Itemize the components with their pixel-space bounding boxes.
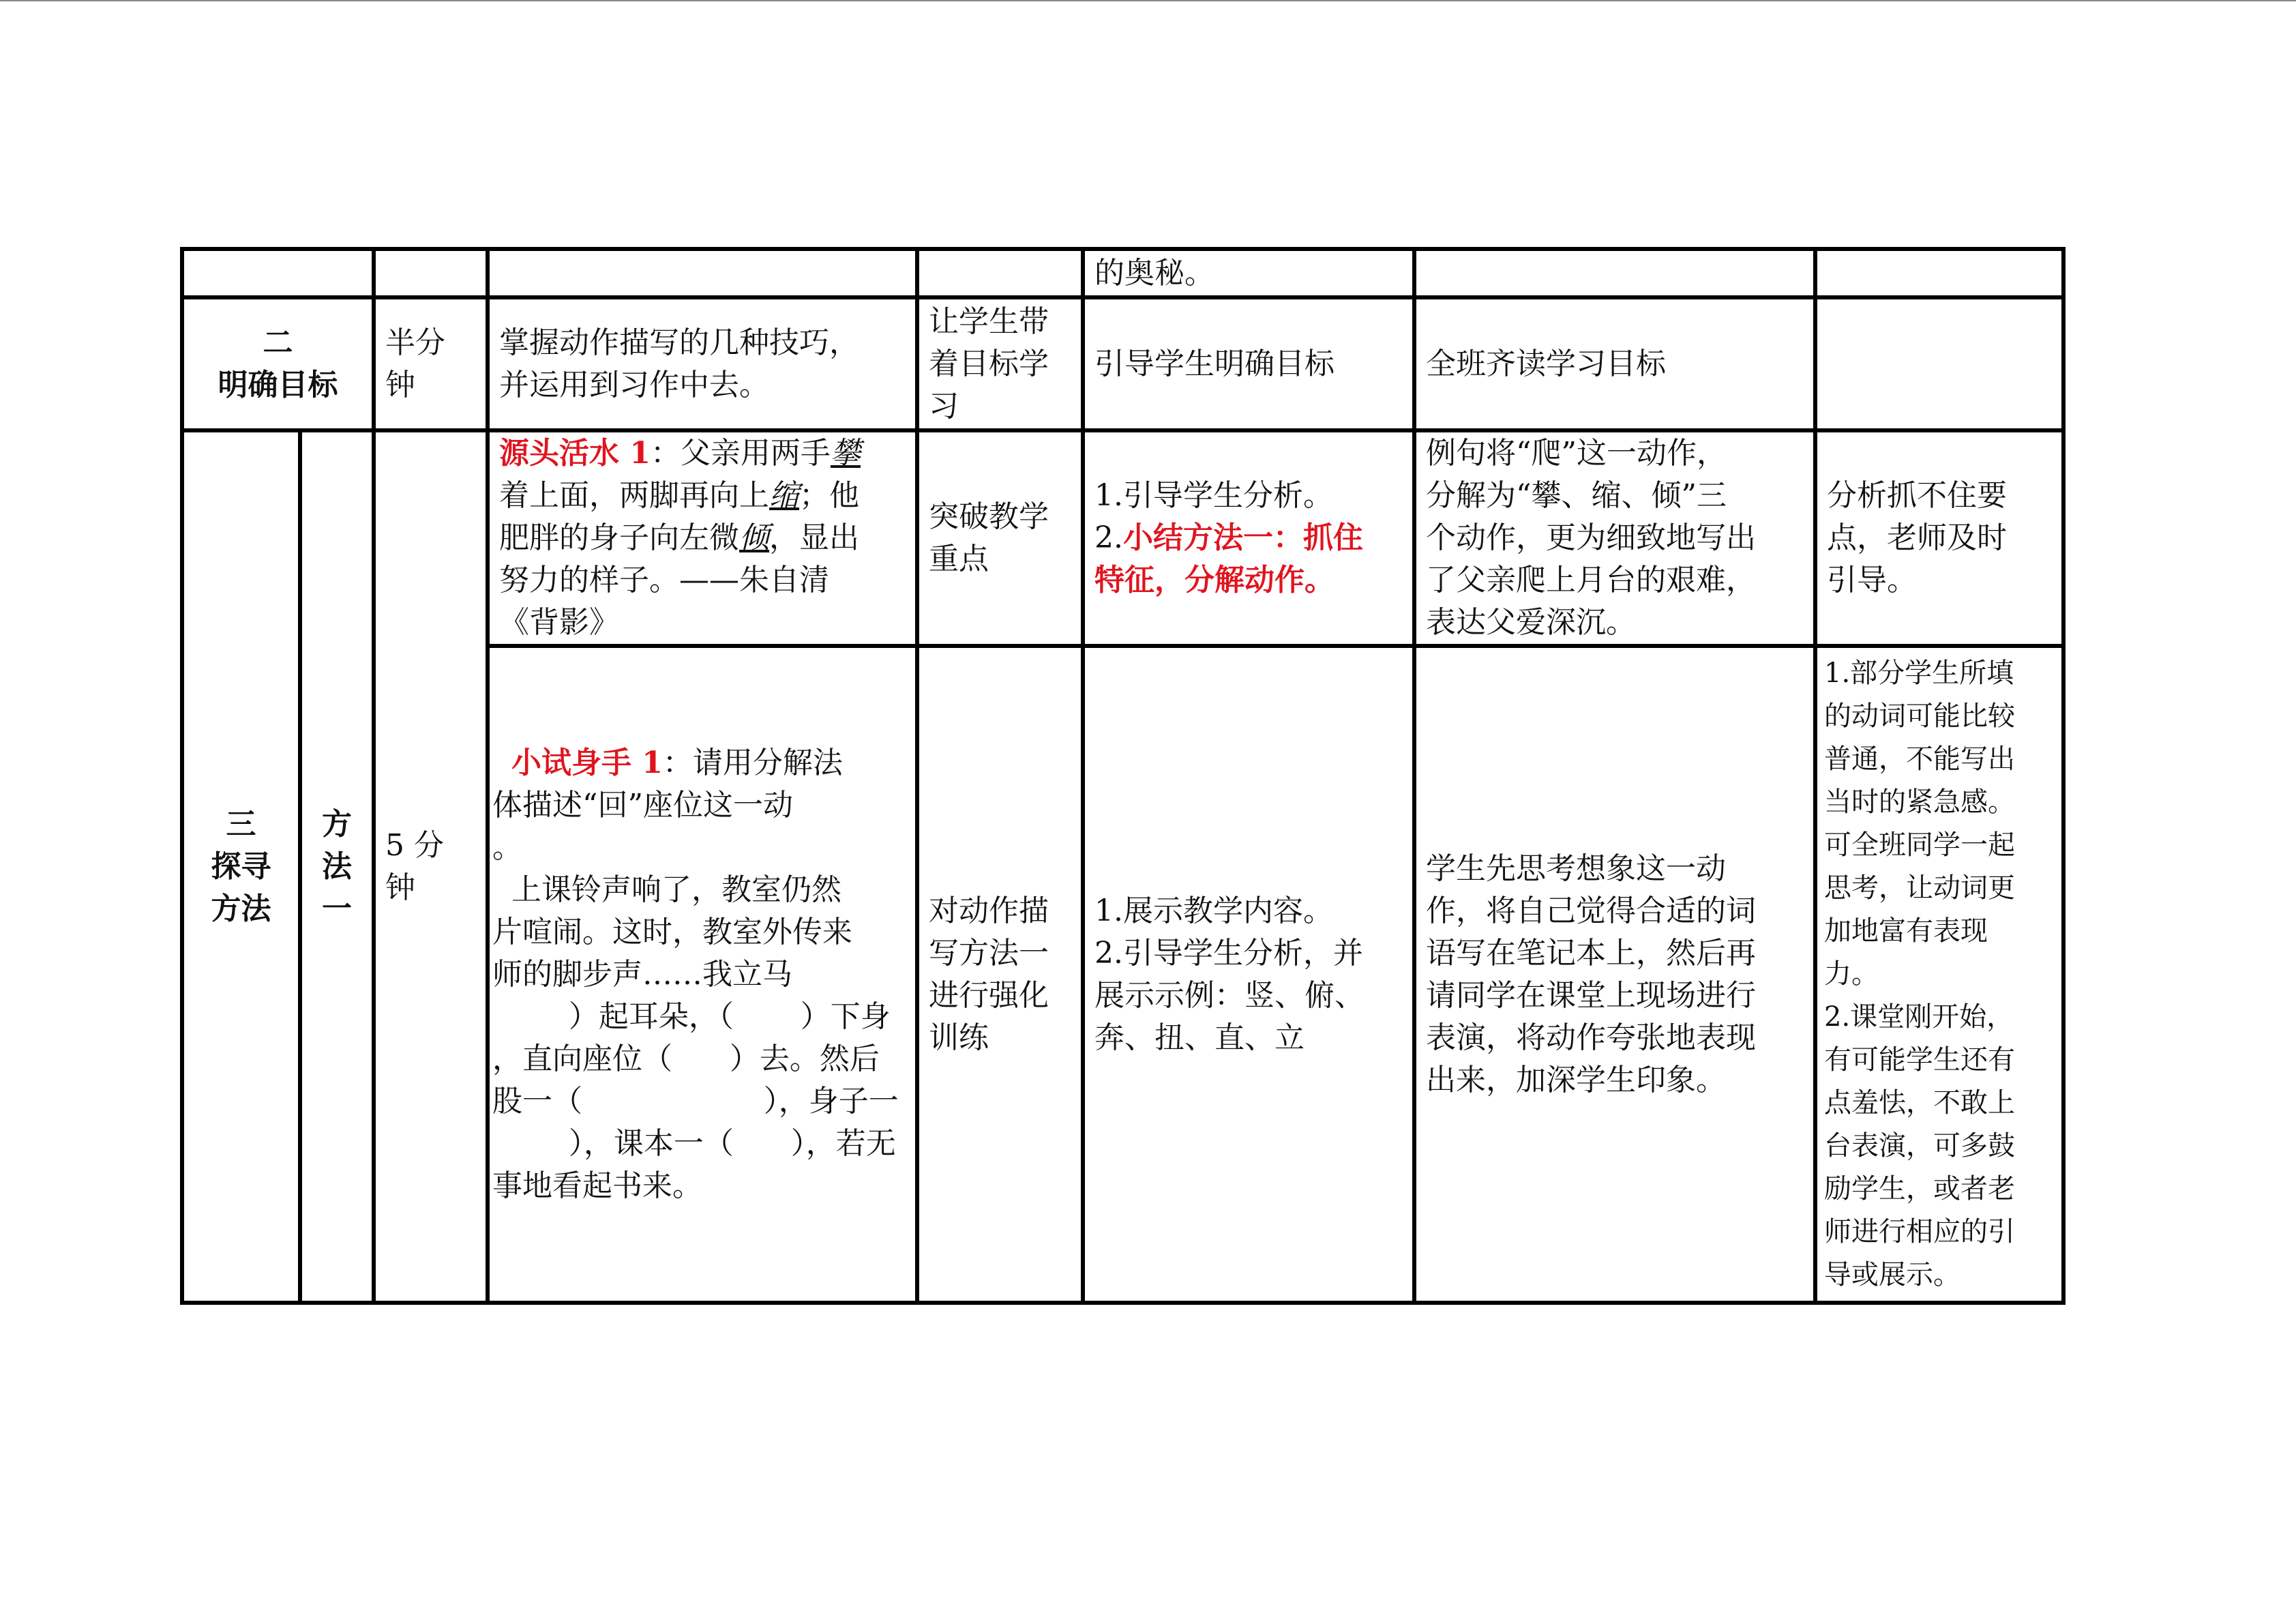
teacher-step-1: 1.引导学生分析。 xyxy=(1094,478,1333,513)
cell-example-quote xyxy=(488,430,917,646)
cell-student-example: 例句将“爬”这一动作， 分解为“攀、缩、倾”三 个动作，更为细致地写出 了父亲爬上月台的艰难， 表达父爱深沉。 xyxy=(1414,430,1815,646)
cell-content-goals: 掌握动作描写的几种技巧， 并运用到习作中去。 xyxy=(488,297,917,430)
table-row-continuation xyxy=(182,249,2063,297)
cell-teacher-goals: 引导学生明确目标 xyxy=(1083,297,1414,430)
example-keyword-suo: 缩 xyxy=(769,478,799,513)
cell-student-practice: 学生先思考想象这一动 作，将自己觉得合适的词 语写在笔记本上，然后再 请同学在课堂上现场进行 表演，将动作夸张地表现 出来，加深学生印象。 xyxy=(1414,646,1815,1303)
example-keyword-pan: 攀 xyxy=(830,436,861,471)
page-top-rule xyxy=(0,0,2296,1)
lesson-plan-table xyxy=(180,247,2066,1305)
cell-time xyxy=(374,249,488,297)
cell-note-goals xyxy=(1815,297,2063,430)
cell-content xyxy=(488,249,917,297)
example-text-d: ，显出 努力的样子。——朱自清 《背影》 xyxy=(499,520,859,640)
example-text-b: 着上面，两脚再向上 xyxy=(499,478,769,513)
cell-substage-method-one: 方 法 一 xyxy=(300,430,374,1303)
cell-stage-goals: 二 明确目标 xyxy=(182,297,374,430)
table-row-goals xyxy=(182,297,2063,430)
cell-teacher-practice: 1.展示教学内容。 2.引导学生分析，并 展示示例：竖、俯、 奔、扭、直、立 xyxy=(1083,646,1414,1303)
cell-note-example: 分析抓不住要 点，老师及时 引导。 xyxy=(1815,430,2063,646)
practice-text: ：请用分解法 体描述“回”座位这一动 。 上课铃声响了，教室仍然 片喧闹。这时，教室外传来 师的脚步声……我立马 ）起耳朵，（ ）下身 ，直向座位（ ）去。然后 股一（ ），身子一 ），课本一（ ），若无 事地看起书来。 xyxy=(492,745,899,1203)
practice-label: 小试身手 1 xyxy=(511,745,663,780)
example-text-c: ；他 肥胖的身子向左微 xyxy=(499,478,859,555)
cell-stage xyxy=(182,249,374,297)
cell-purpose-goals: 让学生带 着目标学 习 xyxy=(917,297,1083,430)
cell-practice-exercise xyxy=(488,646,917,1303)
cell-note-practice: 1.部分学生所填 的动词可能比较 普通，不能写出 当时的紧急感。 可全班同学一起 思考，让动词更 加地富有表现 力。 2.课堂刚开始， 有可能学生还有 点羞怯，不敢上 台表演，可多鼓 励学生，或者老 师进行相应的引 导或展示。 xyxy=(1815,646,2063,1303)
teacher-step-2-summary: 小结方法一：抓住 特征，分解动作。 xyxy=(1094,520,1363,597)
example-label: 源头活水 1 xyxy=(499,436,651,471)
cell-note xyxy=(1815,249,2063,297)
cell-teacher-activity: 的奥秘。 xyxy=(1083,249,1414,297)
cell-stage-explore: 三 探寻 方法 xyxy=(182,430,300,1303)
cell-purpose-practice: 对动作描 写方法一 进行强化 训练 xyxy=(917,646,1083,1303)
table-row-method-example xyxy=(182,430,2063,646)
cell-time-explore: 5 分 钟 xyxy=(374,430,488,1303)
example-keyword-qing: 倾 xyxy=(739,520,769,555)
cell-time-goals: 半分 钟 xyxy=(374,297,488,430)
cell-student-activity xyxy=(1414,249,1815,297)
cell-student-goals: 全班齐读学习目标 xyxy=(1414,297,1815,430)
cell-purpose xyxy=(917,249,1083,297)
cell-purpose-example: 突破教学 重点 xyxy=(917,430,1083,646)
example-text-a: ：父亲用两手 xyxy=(650,436,831,471)
cell-teacher-example xyxy=(1083,430,1414,646)
teacher-step-2-prefix: 2. xyxy=(1094,520,1123,555)
